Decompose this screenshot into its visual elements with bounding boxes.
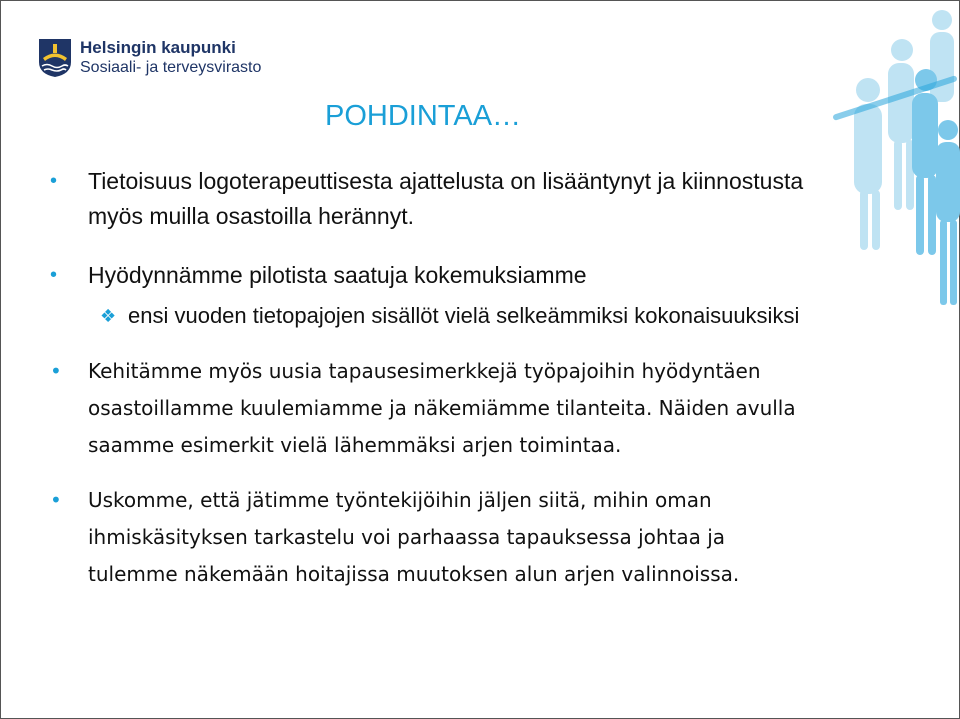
slide-title: POHDINTAA… [325, 100, 522, 132]
department-name: Sosiaali- ja terveysvirasto [80, 59, 262, 76]
people-illustration [830, 0, 960, 310]
org-name: Helsingin kaupunki [80, 38, 236, 57]
bullet-list [48, 164, 818, 593]
bullet-dot-icon: • [50, 170, 58, 192]
bullet-item [48, 164, 818, 234]
bullet-dot-icon: • [50, 488, 62, 512]
diamond-bullet-icon: ❖ [100, 306, 117, 326]
bullet-item [48, 353, 818, 464]
bullet-item [48, 482, 818, 593]
org-logo [38, 38, 261, 78]
bullet-text: Hyödynnämme pilotista saatuja kokemuksiamme [88, 262, 587, 288]
helsinki-crest-icon [38, 38, 72, 78]
sub-bullet-item [48, 297, 818, 335]
bullet-text: Kehitämme myös uusia tapausesimerkkejä työpajoihin hyödyntäen osastoillamme kuulemiamme ja näkemiämme tilanteita. Näiden avulla saamme esimerkit vielä lähemmäksi arjen toimintaa. [88, 359, 796, 457]
bullet-item [48, 258, 818, 293]
bullet-text: Uskomme, että jätimme työntekijöihin jäljen siitä, mihin oman ihmiskäsityksen tarkastelu voi parhaassa tapauksessa johtaa ja tulemme näkemään hoitajissa muutoksen alun arjen valinnoissa. [88, 488, 740, 586]
bullet-dot-icon: • [50, 359, 62, 383]
sub-bullet-text: ensi vuoden tietopajojen sisällöt vielä selkeämmiksi kokonaisuuksiksi [128, 303, 800, 328]
bullet-text: Tietoisuus logoterapeuttisesta ajattelusta on lisääntynyt ja kiinnostusta myös muilla osastoilla herännyt. [88, 168, 804, 229]
bullet-dot-icon: • [50, 264, 58, 286]
